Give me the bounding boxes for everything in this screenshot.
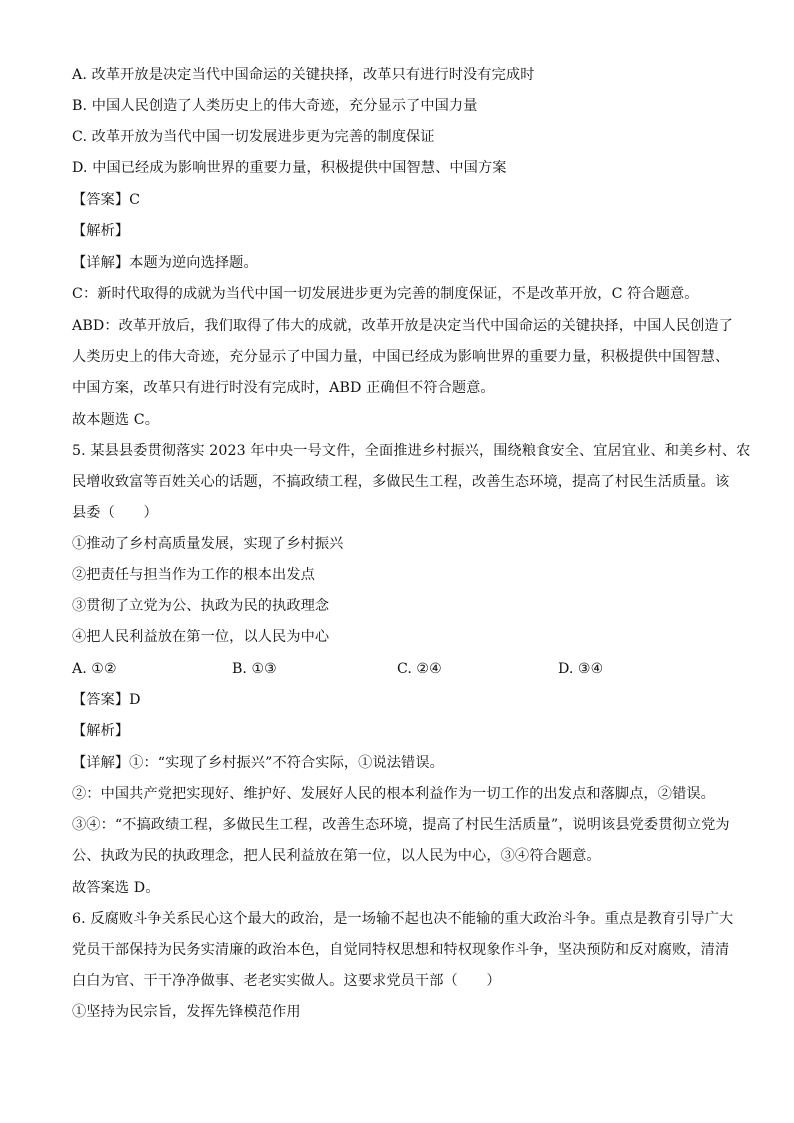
q4-answer: 【答案】C <box>72 192 141 208</box>
q5-choices <box>72 659 732 679</box>
q5-stem-line: 民增收致富等百姓关心的话题，不搞政绩工程，多做民生工程，改善生态环境，提高了村民生活质量。该 <box>72 474 730 490</box>
q4-detail-line: 中国方案，改革只有进行时没有完成时，ABD 正确但不符合题意。 <box>72 380 495 396</box>
q4-conclusion: 故本题选 C。 <box>72 412 160 428</box>
q6-stem-line: 6. 反腐败斗争关系民心这个最大的政治，是一场输不起也决不能输的重大政治斗争。重点是教育引导广大 <box>72 911 734 927</box>
q5-item-4: ④把人民利益放在第一位，以人民为中心 <box>72 629 330 645</box>
q4-option-b: B. 中国人民创造了人类历史上的伟大奇迹，充分显示了中国力量 <box>72 98 478 114</box>
q5-conclusion: 故答案选 D。 <box>72 880 160 896</box>
q6-item-1: ①坚持为民宗旨，发挥先锋模范作用 <box>72 1004 301 1020</box>
q5-detail-line: 公、执政为民的执政理念，把人民利益放在第一位，以人民为中心，③④符合题意。 <box>72 848 601 864</box>
q4-option-c: C. 改革开放为当代中国一切发展进步更为完善的制度保证 <box>72 129 435 145</box>
q4-detail-line: C：新时代取得的成就为当代中国一切发展进步更为完善的制度保证，不是改革开放，C 符合题意。 <box>72 286 699 302</box>
q4-option-a: A. 改革开放是决定当代中国命运的关键抉择，改革只有进行时没有完成时 <box>72 67 535 83</box>
q4-detail-line: 人类历史上的伟大奇迹，充分显示了中国力量，中国已经成为影响世界的重要力量，积极提供中国智慧、 <box>72 349 730 365</box>
q5-choice-b: B. ①③ <box>232 661 277 677</box>
q5-choice-a: A. ①② <box>72 661 117 677</box>
q5-choice-c: C. ②④ <box>397 661 442 677</box>
q5-detail-line: 【详解】①：“实现了乡村振兴”不符合实际，①说法错误。 <box>72 755 444 771</box>
q5-stem-line: 县委（ ） <box>72 505 158 521</box>
q5-detail-line: ②：中国共产党把实现好、维护好、发展好人民的根本利益作为一切工作的出发点和落脚点，②错误。 <box>72 786 715 802</box>
q5-item-3: ③贯彻了立党为公、执政为民的执政理念 <box>72 598 330 614</box>
q5-choice-d: D. ③④ <box>558 661 604 677</box>
q5-item-1: ①推动了乡村高质量发展，实现了乡村振兴 <box>72 536 344 552</box>
q4-analysis-tag: 【解析】 <box>72 223 130 239</box>
q5-item-2: ②把责任与担当作为工作的根本出发点 <box>72 567 315 583</box>
q4-detail-line: 【详解】本题为逆向选择题。 <box>72 255 258 271</box>
q4-detail-line: ABD：改革开放后，我们取得了伟大的成就，改革开放是决定当代中国命运的关键抉择，中国人民创造了 <box>72 318 733 334</box>
q5-detail-line: ③④：“不搞政绩工程，多做民生工程，改善生态环境，提高了村民生活质量”，说明该县党委贯彻立党为 <box>72 817 730 833</box>
q5-analysis-tag: 【解析】 <box>72 723 130 739</box>
q6-stem-line: 白白为官、干干净净做事、老老实实做人。这要求党员干部（ ） <box>72 973 501 989</box>
q5-answer: 【答案】D <box>72 692 141 708</box>
q4-option-d: D. 中国已经成为影响世界的重要力量，积极提供中国智慧、中国方案 <box>72 160 507 176</box>
q5-stem-line: 5. 某县县委贯彻落实 2023 年中央一号文件，全面推进乡村振兴，围绕粮食安全、宜居宜业、和美乡村、农 <box>72 443 751 459</box>
q6-stem-line: 党员干部保持为民务实清廉的政治本色，自觉同特权思想和特权现象作斗争，坚决预防和反对腐败，清清 <box>72 942 730 958</box>
